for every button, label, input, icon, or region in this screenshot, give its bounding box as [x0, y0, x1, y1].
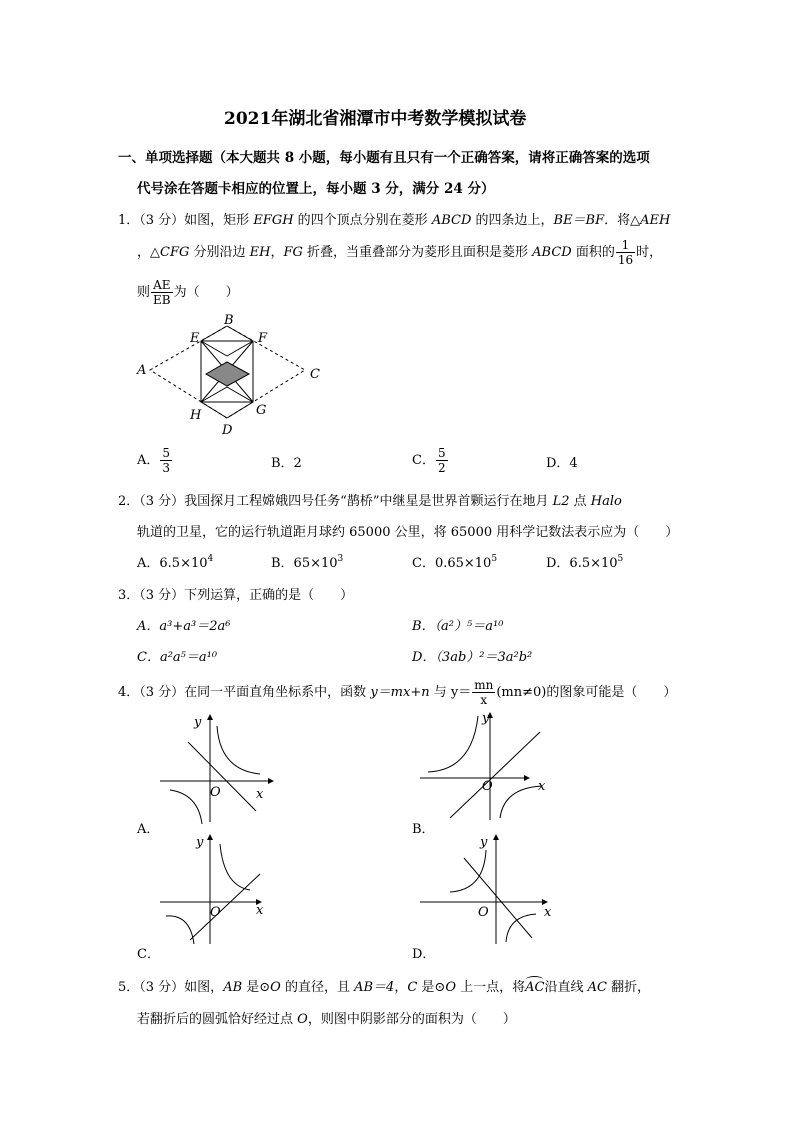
origin-label: O — [478, 905, 489, 920]
q1-option-d[interactable]: D．4 — [546, 456, 578, 471]
origin-label: O — [210, 905, 221, 920]
q3-option-b[interactable]: B．（a²）⁵＝a¹⁰ — [412, 619, 504, 634]
label-f: F — [258, 331, 268, 346]
q1-text: ．将△ — [604, 213, 641, 228]
q1-edge-1: EH — [249, 245, 271, 260]
label-g: G — [256, 403, 267, 418]
axis-x-label: x — [538, 779, 546, 794]
q5-text: 的直径，且 — [280, 980, 355, 995]
option-exponent: 5 — [491, 554, 498, 564]
q3-option-a[interactable]: A．a³+a³＝2a⁶ — [137, 619, 231, 634]
q1-figure — [130, 312, 330, 437]
label-a: A — [137, 363, 147, 378]
q5-center-2: O — [445, 980, 456, 995]
section-heading-line1: 一、单项选择题（本大题共 8 小题，每小题有且只有一个正确答案，请将正确答案的选项 — [118, 150, 650, 166]
q5-center: O — [270, 980, 281, 995]
q5-line-ac: AC — [587, 980, 607, 995]
option-label: A． — [137, 453, 160, 468]
q1-stem-line2 — [137, 238, 662, 267]
q4-graph-b — [420, 712, 550, 822]
q4-option-d[interactable]: D． — [412, 947, 436, 962]
label-c: C — [310, 367, 320, 382]
q1-text: 则 — [137, 285, 151, 300]
q3-option-c[interactable]: C．a²a⁵＝a¹⁰ — [137, 650, 218, 665]
option-text: C．0.65×10 — [412, 556, 492, 571]
q2-option-a[interactable] — [137, 552, 213, 571]
q4-text: 与 y＝ — [429, 685, 472, 700]
axis-y-label: y — [194, 715, 202, 730]
axis-x-label: x — [256, 903, 264, 918]
q5-center-3: O — [297, 1012, 308, 1027]
q2-halo: Halo — [590, 494, 622, 509]
q1-rect-name: EFGH — [253, 213, 294, 228]
q5-text: 是⊙ — [417, 980, 446, 995]
label-b: B — [224, 313, 234, 328]
option-fraction: $\frac{5}{3}$ — [162, 446, 171, 475]
q1-text: 1．（3 分）如图，矩形 — [118, 213, 254, 228]
q1-ratio: $\frac{AE}{EB}$ — [153, 278, 171, 307]
q1-text: 时， — [636, 245, 663, 260]
q5-text: 沿直线 — [544, 980, 588, 995]
q3-option-d[interactable]: D．（3ab）²＝3a²b² — [412, 650, 533, 665]
option-exponent: 3 — [337, 554, 344, 564]
q1-option-b[interactable]: B．2 — [271, 456, 302, 471]
axis-x-label: x — [256, 787, 264, 802]
q5-length: AB＝4 — [354, 980, 395, 995]
q5-diameter: AB — [223, 980, 243, 995]
q1-fraction: $\frac{1}{16}$ — [617, 238, 634, 267]
q2-stem-line2: 轨道的卫星，它的运行轨道距月球约 65000 公里，将 65000 用科学记数法表示应为（ ） — [137, 525, 679, 540]
option-label: C． — [412, 453, 435, 468]
shaded-rhombus — [206, 362, 249, 386]
option-text: A．6.5×10 — [137, 556, 208, 571]
label-h: H — [190, 408, 202, 423]
page-title: 2021年湖北省湘潭市中考数学模拟试卷 — [224, 109, 527, 129]
q2-stem-line1 — [118, 490, 622, 509]
q1-text: ， — [270, 245, 284, 260]
q1-rhombus-name: ABCD — [431, 213, 472, 228]
q4-option-b[interactable]: B． — [412, 822, 435, 837]
q5-text: ， — [394, 980, 408, 995]
q4-stem — [118, 678, 676, 707]
q1-text: 分别沿边 — [189, 245, 250, 260]
option-text: D．6.5×10 — [546, 556, 618, 571]
axis-y-label: y — [482, 711, 490, 726]
q5-stem-line2 — [137, 1008, 516, 1027]
q4-linear-fn: y＝mx+n — [370, 685, 430, 700]
q1-edge-2: FG — [283, 245, 303, 260]
q1-option-c[interactable] — [412, 446, 449, 475]
q5-text: 翻折， — [606, 980, 651, 995]
q2-text: 2．（3 分）我国探月工程嫦娥四号任务“鹊桥”中继星是世界首颗运行在地月 — [118, 494, 553, 509]
q2-option-c[interactable] — [412, 552, 497, 571]
q1-option-a[interactable] — [137, 446, 173, 475]
option-text: B．65×10 — [271, 556, 338, 571]
q1-text: 面积的 — [571, 245, 615, 260]
q4-fraction: $\frac{mn}{x}$ — [474, 678, 494, 707]
q4-text: (mn≠0)的图象可能是（ ） — [496, 685, 677, 700]
q5-stem-line1 — [118, 976, 650, 995]
q4-graph-a — [160, 714, 280, 824]
option-fraction: $\frac{5}{2}$ — [437, 446, 446, 475]
q4-graph-c — [160, 834, 280, 944]
q1-text: 的四条边上， — [471, 213, 554, 228]
q3-stem: 3．（3 分）下列运算，正确的是（ ） — [118, 588, 354, 603]
q5-text: 若翻折后的圆弧恰好经过点 — [137, 1012, 298, 1027]
q1-rhombus-name-2: ABCD — [532, 245, 572, 260]
q5-arc-ac: AC — [525, 980, 545, 995]
q4-option-a[interactable]: A． — [137, 822, 160, 837]
q1-text: ，△ — [137, 245, 160, 260]
label-e: E — [190, 331, 200, 346]
axis-y-label: y — [196, 835, 204, 850]
q5-text: 上一点，将 — [456, 980, 526, 995]
section-heading-line2: 代号涂在答题卡相应的位置上，每小题 3 分，满分 24 分） — [137, 181, 495, 197]
q5-text: ，则图中阴影部分的面积为（ ） — [307, 1012, 516, 1027]
q2-option-b[interactable] — [271, 552, 343, 571]
q1-text: 的四个顶点分别在菱形 — [293, 213, 432, 228]
axis-x-label: x — [544, 905, 552, 920]
axis-y-label: y — [480, 835, 488, 850]
q4-graph-d — [420, 834, 550, 944]
q2-l2-point: L2 — [552, 494, 570, 509]
origin-label: O — [482, 779, 493, 794]
option-exponent: 4 — [207, 554, 214, 564]
q1-condition: BE＝BF — [553, 213, 605, 228]
origin-label: O — [210, 785, 221, 800]
option-exponent: 5 — [617, 554, 624, 564]
q1-triangle-1: AEH — [640, 213, 671, 228]
q2-text: 点 — [569, 494, 591, 509]
q4-option-c[interactable]: C． — [137, 947, 160, 962]
q1-stem-line3 — [137, 278, 239, 307]
q5-point-c: C — [407, 980, 418, 995]
q1-stem-line1 — [118, 209, 670, 228]
label-d: D — [222, 423, 233, 438]
q5-text: 是⊙ — [242, 980, 271, 995]
q2-option-d[interactable] — [546, 552, 623, 571]
q1-text: 折叠，当重叠部分为菱形且面积是菱形 — [302, 245, 533, 260]
q1-text: 为（ ） — [173, 285, 239, 300]
q1-triangle-2: CFG — [160, 245, 190, 260]
q4-text: 4．（3 分）在同一平面直角坐标系中，函数 — [118, 685, 371, 700]
q5-text: 5．（3 分）如图， — [118, 980, 224, 995]
